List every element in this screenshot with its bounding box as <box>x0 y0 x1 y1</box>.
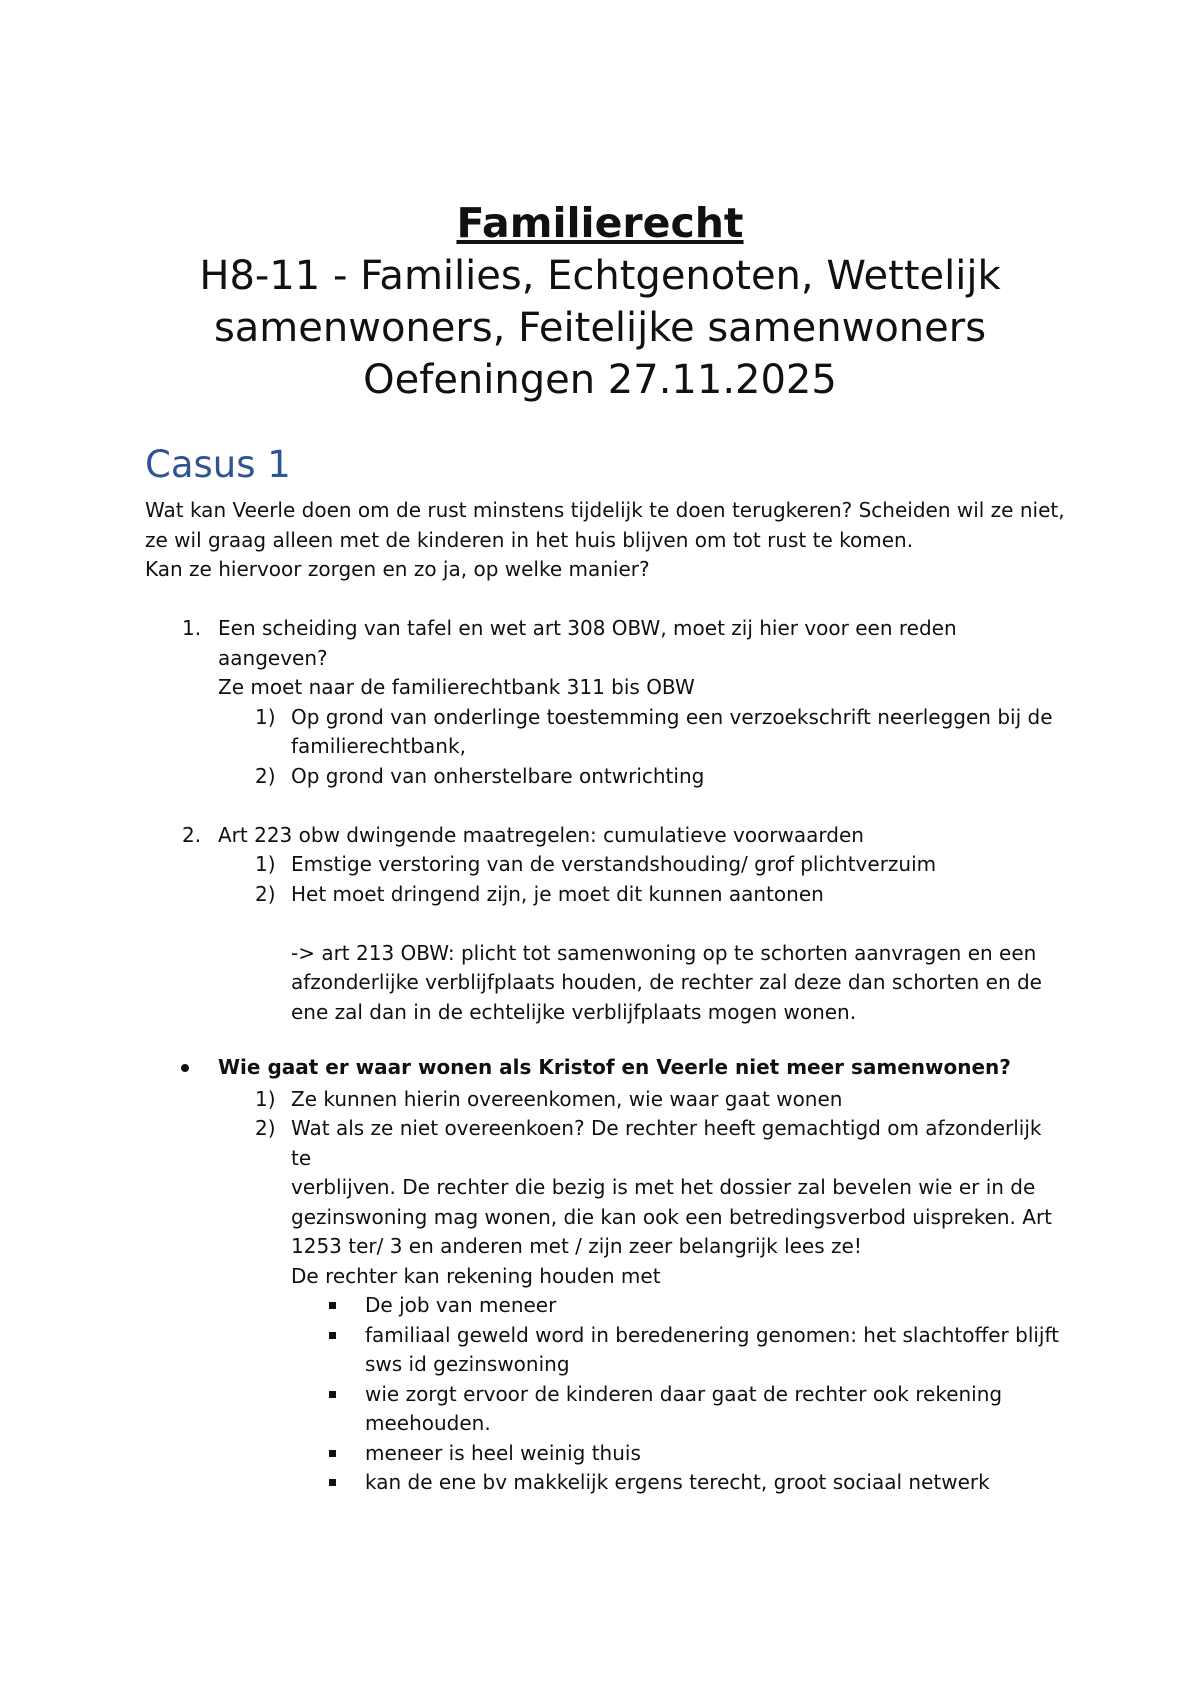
list-item-text: Ze moet naar de familierechtbank 311 bis OBW <box>218 675 695 699</box>
sub-item-text: Op grond van onherstelbare ontwrichting <box>291 763 705 788</box>
note-line: -> art 213 OBW: plicht tot samenwoning op te schorten aanvragen en een <box>291 940 1037 965</box>
consideration-text: meneer is heel weinig thuis <box>365 1440 641 1465</box>
sub-item <box>145 703 1065 762</box>
sub-marker: 1) <box>255 704 276 729</box>
list-item-2 <box>145 821 1065 851</box>
sub-item-text: Wat als ze niet overeenkoen? De rechter heeft gemachtigd om afzonderlijk te <box>291 1116 1042 1170</box>
sub-item-text: 1253 ter/ 3 en anderen met / zijn zeer belangrijk lees ze! <box>291 1234 862 1258</box>
square-bullet-icon <box>329 1302 336 1309</box>
list-item-1 <box>145 614 1065 703</box>
list-marker: 2. <box>182 822 202 847</box>
sub-item <box>145 880 1065 910</box>
square-bullet-icon <box>329 1450 336 1457</box>
consideration-item <box>145 1380 1065 1439</box>
title-block <box>0 196 1200 406</box>
consideration-text: De job van meneer <box>365 1293 557 1317</box>
bullet-dot-icon <box>181 1064 189 1072</box>
sub-marker: 1) <box>255 1086 276 1111</box>
consideration-text: familiaal geweld word in beredenering genomen: het slachtoffer blijft <box>365 1322 1060 1347</box>
sub-marker: 2) <box>255 1116 276 1140</box>
casus-content <box>145 496 1065 1498</box>
consideration-item <box>145 1439 1065 1469</box>
consideration-text: kan de ene bv makkelijk ergens terecht, groot sociaal netwerk <box>365 1470 990 1494</box>
list-item-text: Art 223 obw dwingende maatregelen: cumulatieve voorwaarden <box>218 822 864 847</box>
square-bullet-icon <box>329 1391 336 1398</box>
sub-item <box>145 1114 1065 1291</box>
consideration-item <box>145 1291 1065 1321</box>
sub-item <box>145 1085 1065 1115</box>
sub-item-text: De rechter kan rekening houden met <box>291 1263 661 1288</box>
consideration-item <box>145 1321 1065 1380</box>
square-bullet-icon <box>329 1332 336 1339</box>
article-note <box>145 939 1065 1028</box>
square-bullet-icon <box>329 1479 336 1486</box>
sub-item-text: Emstige verstoring van de verstandshouding/ grof plichtverzuim <box>291 852 937 876</box>
sub-item-text: familierechtbank, <box>291 734 466 758</box>
sub-item <box>145 850 1065 880</box>
consideration-text: wie zorgt ervoor de kinderen daar gaat de rechter ook rekening <box>365 1381 1003 1406</box>
consideration-text: meehouden. <box>365 1411 491 1435</box>
list-marker: 1. <box>182 616 202 640</box>
sub-item-text: Het moet dringend zijn, je moet dit kunnen aantonen <box>291 881 824 906</box>
consideration-text: sws id gezinswoning <box>365 1352 570 1376</box>
intro-line: ze wil graag alleen met de kinderen in het huis blijven om tot rust te komen. <box>145 527 914 552</box>
bullet-question <box>145 1053 1065 1083</box>
note-line: ene zal dan in de echtelijke verblijfplaats mogen wonen. <box>291 999 857 1024</box>
subtitle-line: Oefeningen 27.11.2025 <box>363 357 837 403</box>
consideration-item <box>145 1468 1065 1498</box>
intro-line: Kan ze hiervoor zorgen en zo ja, op welke manier? <box>145 557 650 581</box>
subtitle-line: samenwoners, Feitelijke samenwoners <box>213 305 987 351</box>
sub-item-text: Op grond van onderlinge toestemming een verzoekschrift neerleggen bij de <box>291 704 1053 729</box>
question-text: Wie gaat er waar wonen als Kristof en Veerle niet meer samenwonen? <box>218 1055 1011 1079</box>
sub-marker: 2) <box>255 881 276 906</box>
subtitle-line: H8-11 - Families, Echtgenoten, Wettelijk <box>199 253 1001 299</box>
document-title: Familierecht <box>456 199 744 247</box>
sub-item-text: verblijven. De rechter die bezig is met het dossier zal bevelen wie er in de <box>291 1175 1036 1199</box>
note-line: afzonderlijke verblijfplaats houden, de rechter zal deze dan schorten en de <box>291 970 1042 994</box>
casus-heading: Casus 1 <box>145 443 291 486</box>
intro-line: Wat kan Veerle doen om de rust minstens tijdelijk te doen terugkeren? Scheiden wil ze niet, <box>145 498 1065 522</box>
list-item-text: Een scheiding van tafel en wet art 308 OBW, moet zij hier voor een reden aangeven? <box>218 616 957 670</box>
sub-item <box>145 762 1065 792</box>
sub-item-text: gezinswoning mag wonen, die kan ook een betredingsverbod uispreken. Art <box>291 1204 1053 1229</box>
sub-marker: 2) <box>255 763 276 788</box>
sub-marker: 1) <box>255 852 276 876</box>
sub-item-text: Ze kunnen hierin overeenkomen, wie waar gaat wonen <box>291 1086 843 1111</box>
